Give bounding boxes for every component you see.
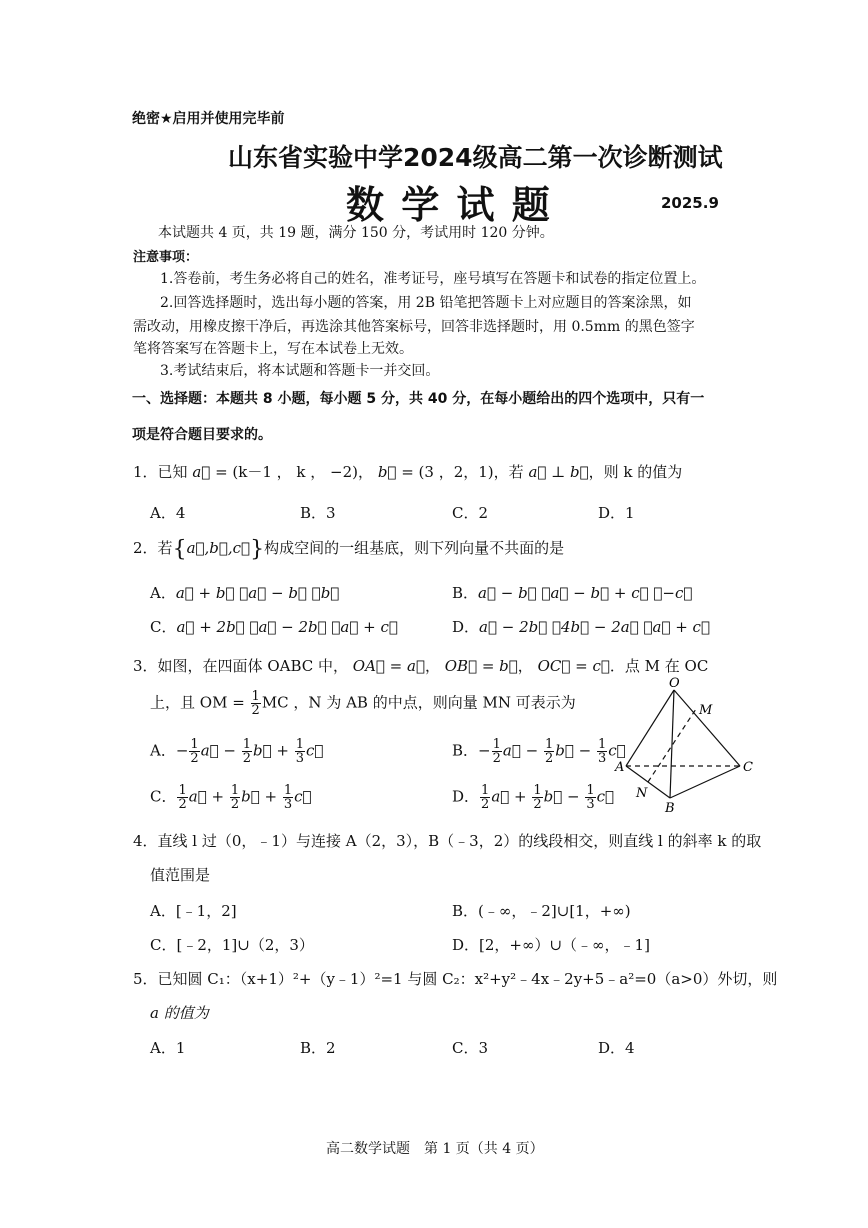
- q3-option-a[interactable]: A．− $\frac{1}{2}$ a⃗ − $\frac{1}{2}$ b⃗ + $\frac{1}{3}$ c⃗: [150, 737, 324, 766]
- q5-option-a[interactable]: A．1: [150, 1039, 186, 1057]
- q5-option-b[interactable]: B．2: [300, 1039, 336, 1057]
- question-1: 1．已知 a⃗ = (k－1 ， k ， −2)， b⃗ = (3 ，2，1)，若 a⃗ ⊥ b⃗，则 k 的值为: [133, 463, 683, 481]
- q3-option-b[interactable]: B．− $\frac{1}{2}$ a⃗ − $\frac{1}{2}$ b⃗ − $\frac{1}{3}$ c⃗: [452, 737, 626, 766]
- label-c: C: [743, 760, 753, 775]
- question-5-line-2: a 的值为: [150, 1004, 209, 1022]
- vector-ob: OB⃗ = b⃗: [444, 657, 518, 675]
- note-2-line-1: 2.回答选择题时，选出每小题的答案，用 2B 铅笔把答题卡上对应题目的答案涂黑，如: [160, 295, 692, 311]
- school-exam-title: 山东省实验中学2024级高二第一次诊断测试: [228, 143, 723, 172]
- notes-heading: 注意事项：: [133, 250, 199, 265]
- question-text: 上，且 OM =: [150, 693, 245, 712]
- vector-oc: OC⃗ = c⃗: [537, 657, 610, 675]
- question-text: 若: [157, 539, 173, 557]
- question-number: 1．: [133, 463, 158, 481]
- question-number: 3．: [133, 657, 158, 675]
- q1-option-b[interactable]: B．3: [300, 504, 336, 522]
- q2-option-d[interactable]: D．a⃗ − 2b⃗ ，4b⃗ − 2a⃗ ，a⃗ + c⃗: [452, 618, 710, 636]
- section-heading-line-1: 一、选择题：本题共 8 小题，每小题 5 分，共 40 分，在每小题给出的四个选项中，只有一: [132, 391, 705, 407]
- exam-date: 2025.9: [661, 194, 719, 212]
- question-3-line-1: 3．如图，在四面体 OABC 中， OA⃗ = a⃗， OB⃗ = b⃗， OC⃗ = c⃗．点 M 在 OC: [133, 657, 709, 675]
- question-5-line-1: 5．已知圆 C₁：（x+1）²+（y﹣1）²=1 与圆 C₂：x²+y²﹣4x﹣2y+5﹣a²=0（a>0）外切，则: [133, 970, 778, 988]
- question-text: 如图，在四面体 OABC 中，: [157, 657, 348, 675]
- note-2-line-2: 需改动，用橡皮擦干净后，再选涂其他答案标号，回答非选择题时，用 0.5mm 的黑色签字: [133, 319, 695, 335]
- q5-option-d[interactable]: D．4: [598, 1039, 635, 1057]
- note-3: 3.考试结束后，将本试题和答题卡一并交回。: [160, 363, 440, 379]
- label-b: B: [665, 801, 675, 812]
- label-m: M: [699, 703, 713, 718]
- exam-summary: 本试题共 4 页，共 19 题，满分 150 分，考试用时 120 分钟。: [158, 225, 554, 241]
- label-a: A: [615, 760, 625, 775]
- confidential-mark: 绝密★启用并使用完毕前: [132, 111, 285, 127]
- label-n: N: [636, 786, 648, 801]
- vector-a: a⃗: [192, 463, 211, 481]
- question-text: ，则 k 的值为: [588, 463, 683, 481]
- question-text: 构成空间的一组基底，则下列向量不共面的是: [264, 539, 565, 557]
- question-4-line-1: 4．直线 l 过（0，﹣1）与连接 A（2，3），B（﹣3，2）的线段相交，则直线 l 的斜率 k 的取: [133, 832, 762, 850]
- q4-option-c[interactable]: C．[﹣2，1]∪（2，3）: [150, 936, 314, 954]
- note-1: 1.答卷前，考生务必将自己的姓名，准考证号，座号填写在答题卡和试卷的指定位置上。: [160, 271, 706, 287]
- tetrahedron-figure: [608, 676, 766, 812]
- q1-option-c[interactable]: C．2: [452, 504, 489, 522]
- q4-option-b[interactable]: B．(﹣∞，﹣2]∪[1，+∞): [452, 902, 631, 920]
- note-2-line-3: 笔将答案写在答题卡上，写在本试卷上无效。: [133, 341, 413, 357]
- vector-oa: OA⃗ = a⃗: [352, 657, 425, 675]
- question-3-line-2: [150, 690, 576, 717]
- question-4-line-2: 值范围是: [150, 866, 211, 884]
- question-text: ，若: [493, 463, 524, 481]
- q2-option-b[interactable]: B．a⃗ − b⃗ ，a⃗ − b⃗ + c⃗ ，−c⃗: [452, 584, 693, 602]
- basis-set: {: [172, 537, 187, 562]
- q4-option-d[interactable]: D．[2，+∞）∪（﹣∞，﹣1]: [452, 936, 650, 954]
- q4-option-a[interactable]: A．[﹣1，2]: [150, 902, 237, 920]
- q5-option-c[interactable]: C．3: [452, 1039, 489, 1057]
- q3-option-d[interactable]: D． $\frac{1}{2}$ a⃗ + $\frac{1}{2}$ b⃗ − $\frac{1}{3}$ c⃗: [452, 783, 615, 812]
- question-number: 2．: [133, 539, 158, 557]
- perpendicular-condition: a⃗ ⊥ b⃗: [528, 463, 589, 481]
- q2-option-a[interactable]: A．a⃗ + b⃗ ，a⃗ − b⃗ ，b⃗: [150, 584, 340, 602]
- q3-option-c[interactable]: C． $\frac{1}{2}$ a⃗ + $\frac{1}{2}$ b⃗ + $\frac{1}{3}$ c⃗: [150, 783, 312, 812]
- q1-option-d[interactable]: D．1: [598, 504, 635, 522]
- q2-option-c[interactable]: C．a⃗ + 2b⃗ ，a⃗ − 2b⃗ ，a⃗ + c⃗: [150, 618, 398, 636]
- fraction-one-half: $\frac{1}{2}$: [251, 689, 260, 718]
- edge-bc: [670, 766, 740, 798]
- section-heading-line-2: 项是符合题目要求的。: [132, 427, 272, 443]
- question-2: 2．若{a⃗,b⃗,c⃗}构成空间的一组基底，则下列向量不共面的是: [133, 537, 565, 562]
- question-text: ．点 M 在 OC: [609, 657, 709, 675]
- q1-option-a[interactable]: A．4: [150, 504, 186, 522]
- vector-b-coords: (3 ，2，1): [418, 463, 494, 481]
- question-text: 已知: [157, 463, 188, 481]
- question-text: MC ，N 为 AB 的中点，则向量 MN 可表示为: [261, 693, 576, 712]
- page-footer: 高二数学试题 第 1 页（共 4 页）: [326, 1141, 544, 1157]
- vector-a-coords: (k－1 ， k ， −2): [232, 463, 359, 481]
- label-o: O: [669, 676, 680, 691]
- edge-oa: [626, 690, 674, 766]
- vector-b: b⃗: [377, 463, 397, 481]
- subject-title: 数 学 试 题: [346, 183, 552, 227]
